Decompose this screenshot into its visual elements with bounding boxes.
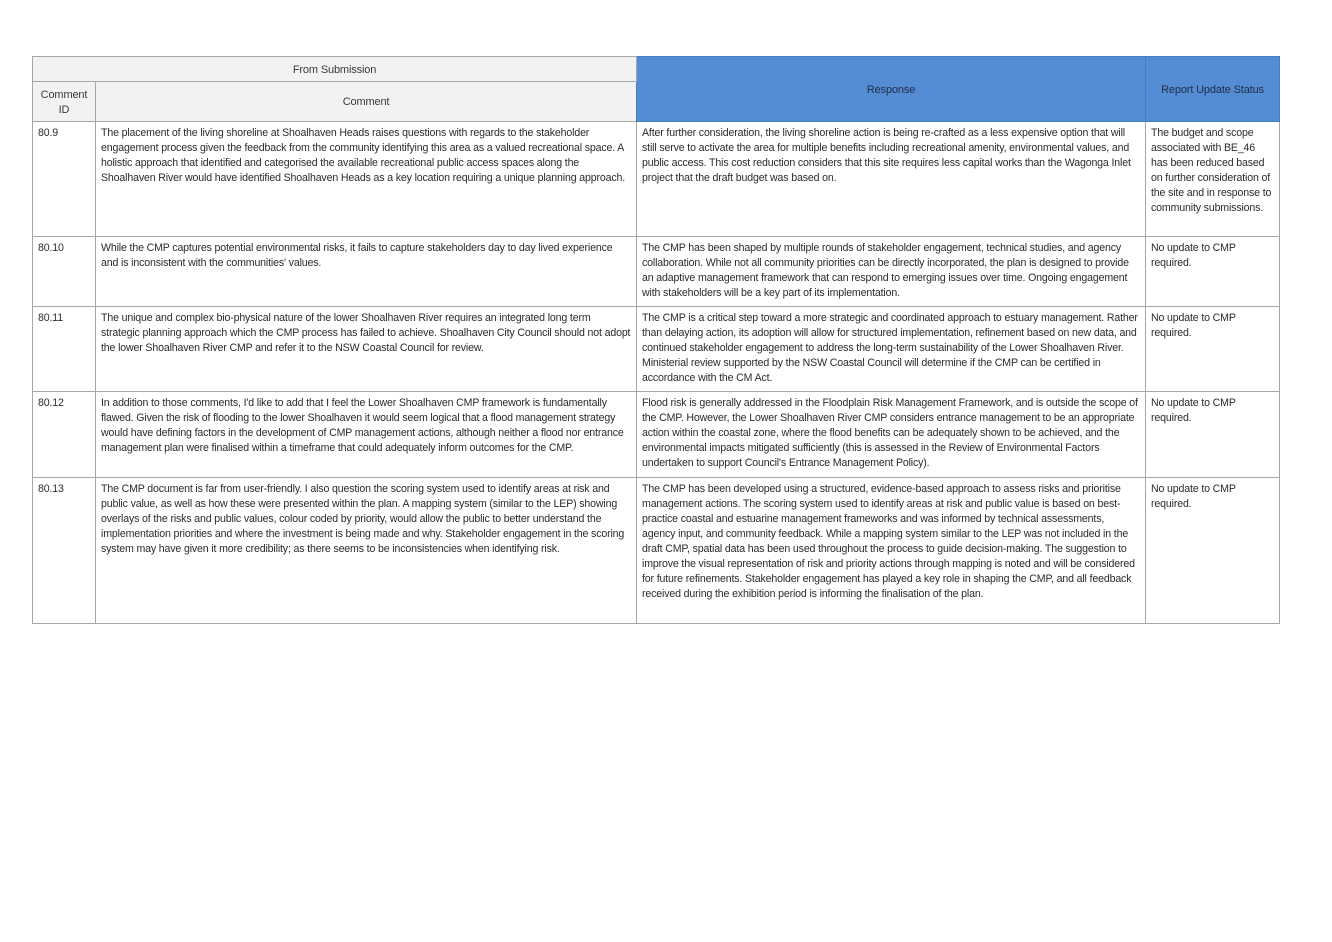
table-row <box>33 237 1280 307</box>
response-cell: Flood risk is generally addressed in the Floodplain Risk Management Framework, and is outside the scope of the CMP. However, the Lower Shoalhaven River CMP considers entrance management to be an appropriate action within the coastal zone, where the flood benefits can be adequately shown to be achieved, and the environmental impacts mitigated sufficiently (this is assessed in the Review of Environmental Factors undertaken to support Council's Entrance Management Policy). <box>637 392 1146 478</box>
table-row <box>33 122 1280 237</box>
from-submission-header: From Submission <box>33 57 637 82</box>
status-cell: The budget and scope associated with BE_46 has been reduced based on further consideration of the site and in response to community submissions. <box>1146 122 1280 237</box>
status-cell: No update to CMP required. <box>1146 307 1280 392</box>
submissions-response-table <box>32 56 1280 624</box>
status-cell: No update to CMP required. <box>1146 237 1280 307</box>
comment-header: Comment <box>96 82 637 122</box>
comment-id-cell: 80.13 <box>33 478 96 624</box>
response-cell: The CMP is a critical step toward a more strategic and coordinated approach to estuary management. Rather than delaying action, its adoption will allow for structured implementation, refinement based on new data, and continued stakeholder engagement to address the long-term sustainability of the Lower Shoalhaven River. Ministerial review supported by the NSW Coastal Council will determine if the CMP can be certified in accordance with the CM Act. <box>637 307 1146 392</box>
response-cell: After further consideration, the living shoreline action is being re-crafted as a less expensive option that will still serve to activate the area for multiple benefits including recreational amenity, environmental values, and public access. This cost reduction considers that this site requires less capital works than the Wagonga Inlet project that the draft budget was based on. <box>637 122 1146 237</box>
comment-id-cell: 80.9 <box>33 122 96 237</box>
comment-id-cell: 80.10 <box>33 237 96 307</box>
table-row <box>33 307 1280 392</box>
comment-cell: The placement of the living shoreline at Shoalhaven Heads raises questions with regards to the stakeholder engagement process given the feedback from the community identifying this area as a valued recreational space. A holistic approach that identified and categorised the available recreational public access spaces along the Shoalhaven River would have identified Shoalhaven Heads as a key location requiring a unique planning approach. <box>96 122 637 237</box>
comment-id-cell: 80.12 <box>33 392 96 478</box>
report-update-status-header: Report Update Status <box>1146 57 1280 122</box>
comment-id-header: Comment ID <box>33 82 96 122</box>
comment-cell: The CMP document is far from user-friendly. I also question the scoring system used to identify areas at risk and public value, as well as how these were presented within the plan. A mapping system (similar to the LEP) showing overlays of the risks and public values, colour coded by priority, would allow the public to better understand the implementation priorities and where the investment is being made and why. Stakeholder engagement in the scoring system may have given it more credibility; as there seems to be inconsistencies when identifying risk. <box>96 478 637 624</box>
response-header: Response <box>637 57 1146 122</box>
status-cell: No update to CMP required. <box>1146 478 1280 624</box>
comment-cell: In addition to those comments, I'd like to add that I feel the Lower Shoalhaven CMP framework is fundamentally flawed. Given the risk of flooding to the lower Shoalhaven it would seem logical that a flood management strategy would have defining factors in the development of CMP management actions, although neither a flood nor entrance management plan were finalised within a timeframe that could adequately inform outcomes for the CMP. <box>96 392 637 478</box>
comment-cell: While the CMP captures potential environmental risks, it fails to capture stakeholders day to day lived experience and is inconsistent with the communities' values. <box>96 237 637 307</box>
table-row <box>33 478 1280 624</box>
comment-id-cell: 80.11 <box>33 307 96 392</box>
comment-cell: The unique and complex bio-physical nature of the lower Shoalhaven River requires an integrated long term strategic planning approach which the CMP process has failed to achieve. Shoalhaven City Council should not adopt the lower Shoalhaven River CMP and refer it to the NSW Coastal Council for review. <box>96 307 637 392</box>
status-cell: No update to CMP required. <box>1146 392 1280 478</box>
table-row <box>33 392 1280 478</box>
header-row-group <box>33 57 1280 82</box>
response-cell: The CMP has been shaped by multiple rounds of stakeholder engagement, technical studies, and agency collaboration. While not all community priorities can be directly incorporated, the plan is designed to provide an adaptive management framework that can respond to emerging issues over time. Ongoing engagement with stakeholders will be a key part of its implementation. <box>637 237 1146 307</box>
response-cell: The CMP has been developed using a structured, evidence-based approach to assess risks and prioritise management actions. The scoring system used to identify areas at risk and public value is based on best-practice coastal and estuarine management frameworks and was informed by technical assessments, agency input, and community feedback. While a mapping system similar to the LEP was not included in the draft CMP, spatial data has been used throughout the process to guide decision-making. The suggestion to improve the visual representation of risk and priority actions through mapping is noted and will be considered for future refinements. Stakeholder engagement has played a key role in shaping the CMP, and all feedback received during the exhibition period is informing the finalisation of the plan. <box>637 478 1146 624</box>
